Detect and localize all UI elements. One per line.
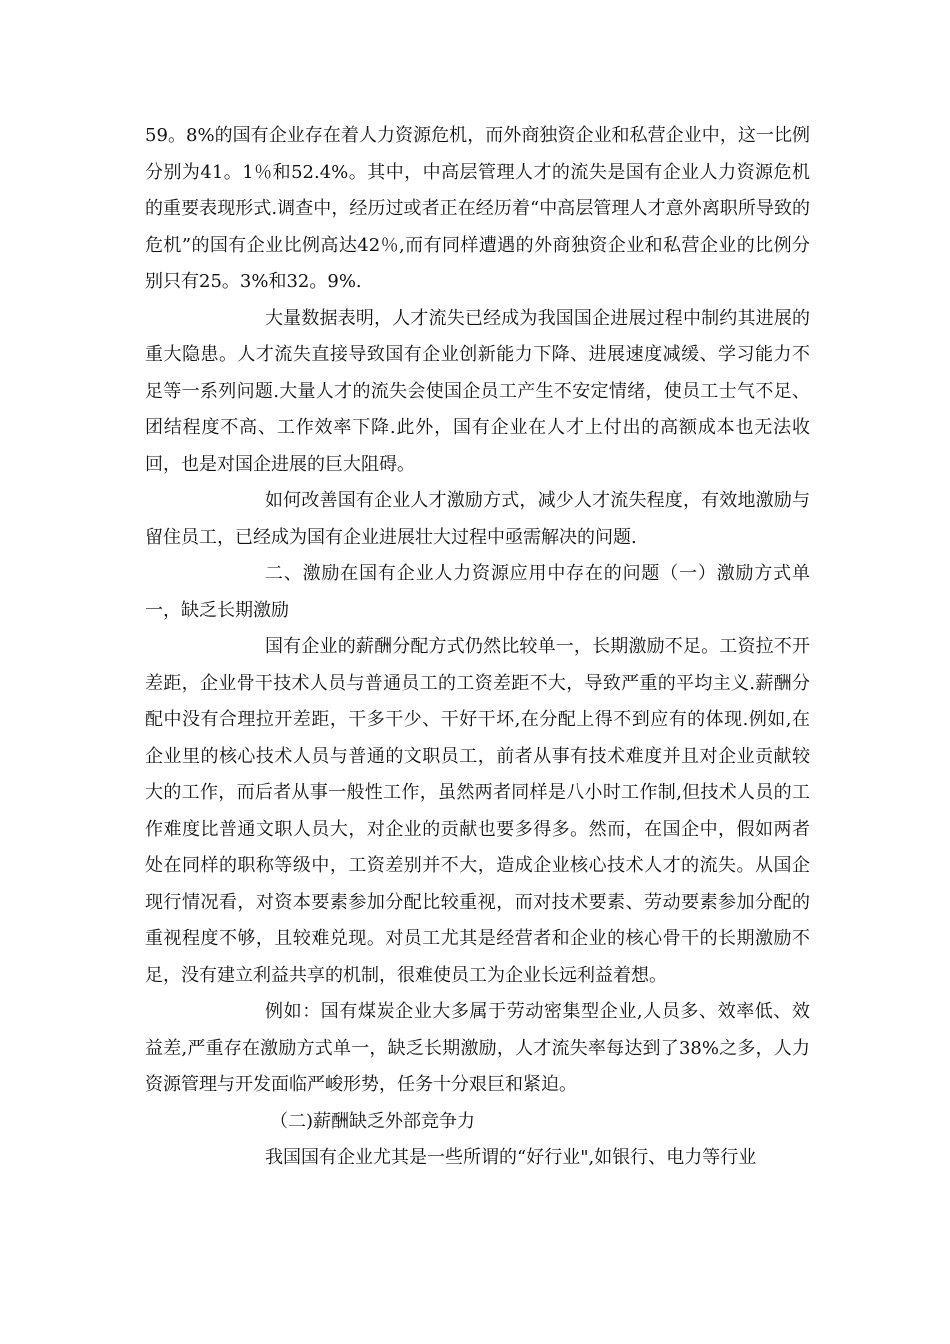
paragraph-single-incentive: 国有企业的薪酬分配方式仍然比较单一，长期激励不足。工资拉不开差距，企业骨干技术人员与普通员工的工资差距不大，导致严重的平均主义.薪酬分配中没有合理拉开差距，干多干少、干好干坏,在分配上得不到应有的体现.例如,在企业里的核心技术人员与普通的文职员工，前者从事有技术难度并且对企业贡献较大的工作，而后者从事一般性工作，虽然两者同样是八小时工作制,但技术人员的工作难度比普通文职人员大，对企业的贡献也要多得多。然而，在国企中，假如两者处在同样的职称等级中，工资差别并不大，造成企业核心技术人才的流失。从国企现行情况看，对资本要素参加分配比较重视，而对技术要素、劳动要素参加分配的重视程度不够，且较难兑现。对员工尤其是经营者和企业的核心骨干的长期激励不足，没有建立利益共享的机制，很难使员工为企业长远利益着想。: [145, 636, 810, 986]
paragraph-coal-example: 例如：国有煤炭企业大多属于劳动密集型企业,人员多、效率低、效益差,严重存在激励方式单一，缺乏长期激励，人才流失率每达到了38%之多，人力资源管理与开发面临严峻形势，任务十分艰巨和紧迫。: [145, 1001, 810, 1095]
subsection-heading-salary: （二)薪酬缺乏外部竞争力: [270, 1110, 476, 1132]
paragraph-crisis-statistics: 59。8%的国有企业存在着人力资源危机，而外商独资企业和私营企业中，这一比例分别为41。1％和52.4%。其中，中高层管理人才的流失是国有企业人力资源危机的重要表现形式.调查中，经历过或者正在经历着“中高层管理人才意外离职所导致的危机”的国有企业比例高达42％,而有同样遭遇的外商独资企业和私营企业的比例分别只有25。3%和32。9%.: [145, 125, 810, 292]
paragraph-talent-loss: 大量数据表明，人才流失已经成为我国国企进展过程中制约其进展的重大隐患。人才流失直接导致国有企业创新能力下降、进展速度减缓、学习能力不足等一系列问题.大量人才的流失会使国企员工产生不安定情绪，使员工士气不足、团结程度不高、工作效率下降.此外，国有企业在人才上付出的高额成本也无法收回，也是对国企进展的巨大阻碍。: [145, 307, 810, 475]
section-heading-problems: 二、激励在国有企业人力资源应用中存在的问题（一）激励方式单一，缺乏长期激励: [145, 563, 810, 621]
paragraph-improve-incentives: 如何改善国有企业人才激励方式，减少人才流失程度，有效地激励与留住员工，已经成为国有企业进展壮大过程中亟需解决的问题.: [145, 490, 810, 548]
paragraph-good-industries: 我国国有企业尤其是一些所谓的“好行业",如银行、电力等行业: [265, 1147, 757, 1168]
document-body: [145, 118, 810, 1177]
